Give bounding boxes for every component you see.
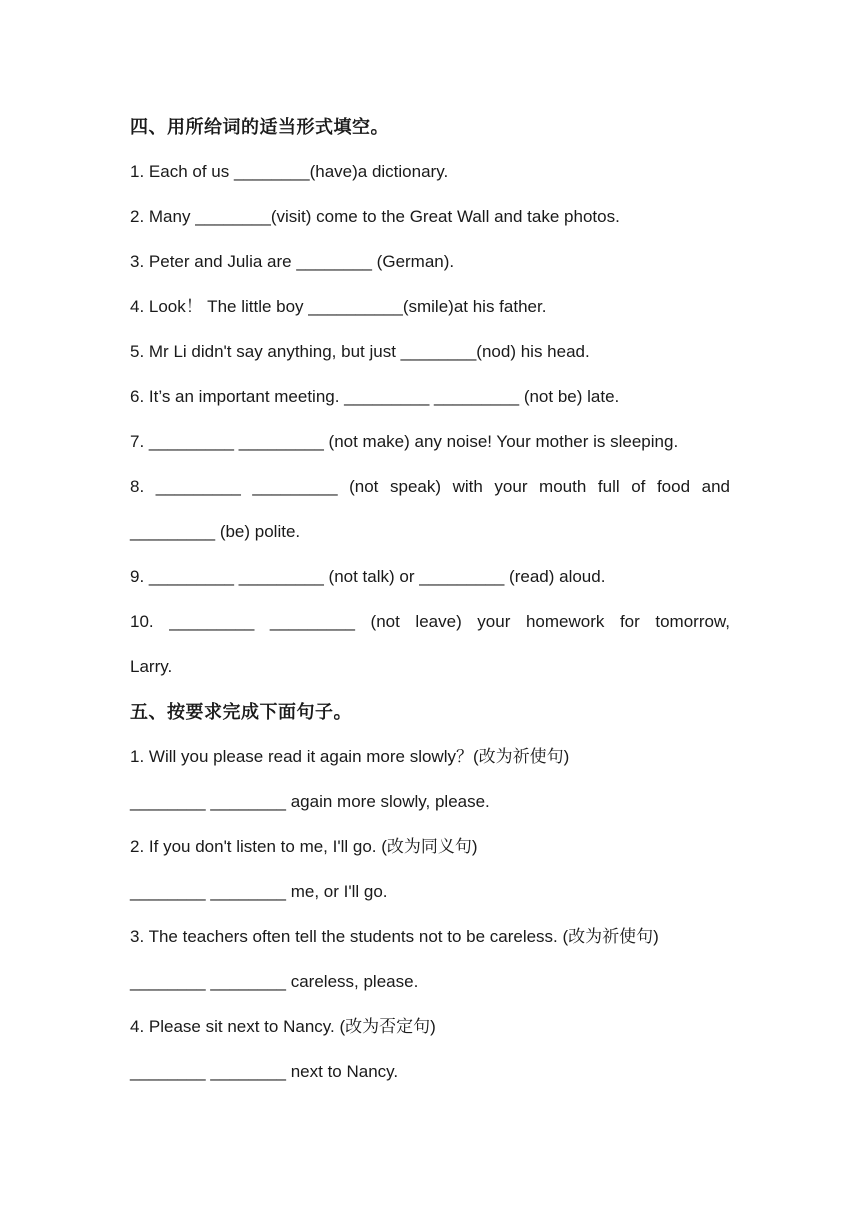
exercise-4-item-6: 6. It’s an important meeting. _________ _________ (not be) late. — [130, 387, 620, 406]
exercise-4-item-3: 3. Peter and Julia are ________ (German). — [130, 252, 455, 271]
exercise-5-item-2-question: 2. If you don't listen to me, I'll go. (改为同义句) — [130, 837, 478, 856]
exercise-5-item-2-answer: ________ ________ me, or I'll go. — [130, 882, 388, 901]
exercise-5-item-1-answer: ________ ________ again more slowly, please. — [130, 792, 490, 811]
exercise-5-item-1-question: 1. Will you please read it again more slowly？(改为祈使句) — [130, 747, 570, 766]
worksheet-page — [130, 112, 730, 1102]
section-5-heading: 五、按要求完成下面句子。 — [130, 702, 352, 722]
exercise-4-item-5: 5. Mr Li didn't say anything, but just ________(nod) his head. — [130, 342, 590, 361]
exercise-4-item-8: 8. _________ _________ (not speak) with your mouth full of food and — [130, 477, 730, 496]
exercise-5-item-3-question: 3. The teachers often tell the students not to be careless. (改为祈使句) — [130, 927, 659, 946]
exercise-4-item-2: 2. Many ________(visit) come to the Great Wall and take photos. — [130, 207, 620, 226]
exercise-4-item-7: 7. _________ _________ (not make) any noise! Your mother is sleeping. — [130, 432, 679, 451]
exercise-5-item-4-answer: ________ ________ next to Nancy. — [130, 1062, 399, 1081]
exercise-4-item-9: 9. _________ _________ (not talk) or _________ (read) aloud. — [130, 567, 606, 586]
section-4-heading: 四、用所给词的适当形式填空。 — [130, 117, 389, 137]
exercise-4-item-8-continued: _________ (be) polite. — [130, 522, 301, 541]
exercise-4-item-10-continued: Larry. — [130, 657, 173, 676]
exercise-5-item-3-answer: ________ ________ careless, please. — [130, 972, 419, 991]
exercise-4-item-4: 4. Look！ The little boy __________(smile)at his father. — [130, 297, 547, 316]
exercise-4-item-10: 10. _________ _________ (not leave) your homework for tomorrow, — [130, 612, 730, 631]
exercise-4-item-1: 1. Each of us ________(have)a dictionary. — [130, 162, 449, 181]
exercise-5-item-4-question: 4. Please sit next to Nancy. (改为否定句) — [130, 1017, 436, 1036]
